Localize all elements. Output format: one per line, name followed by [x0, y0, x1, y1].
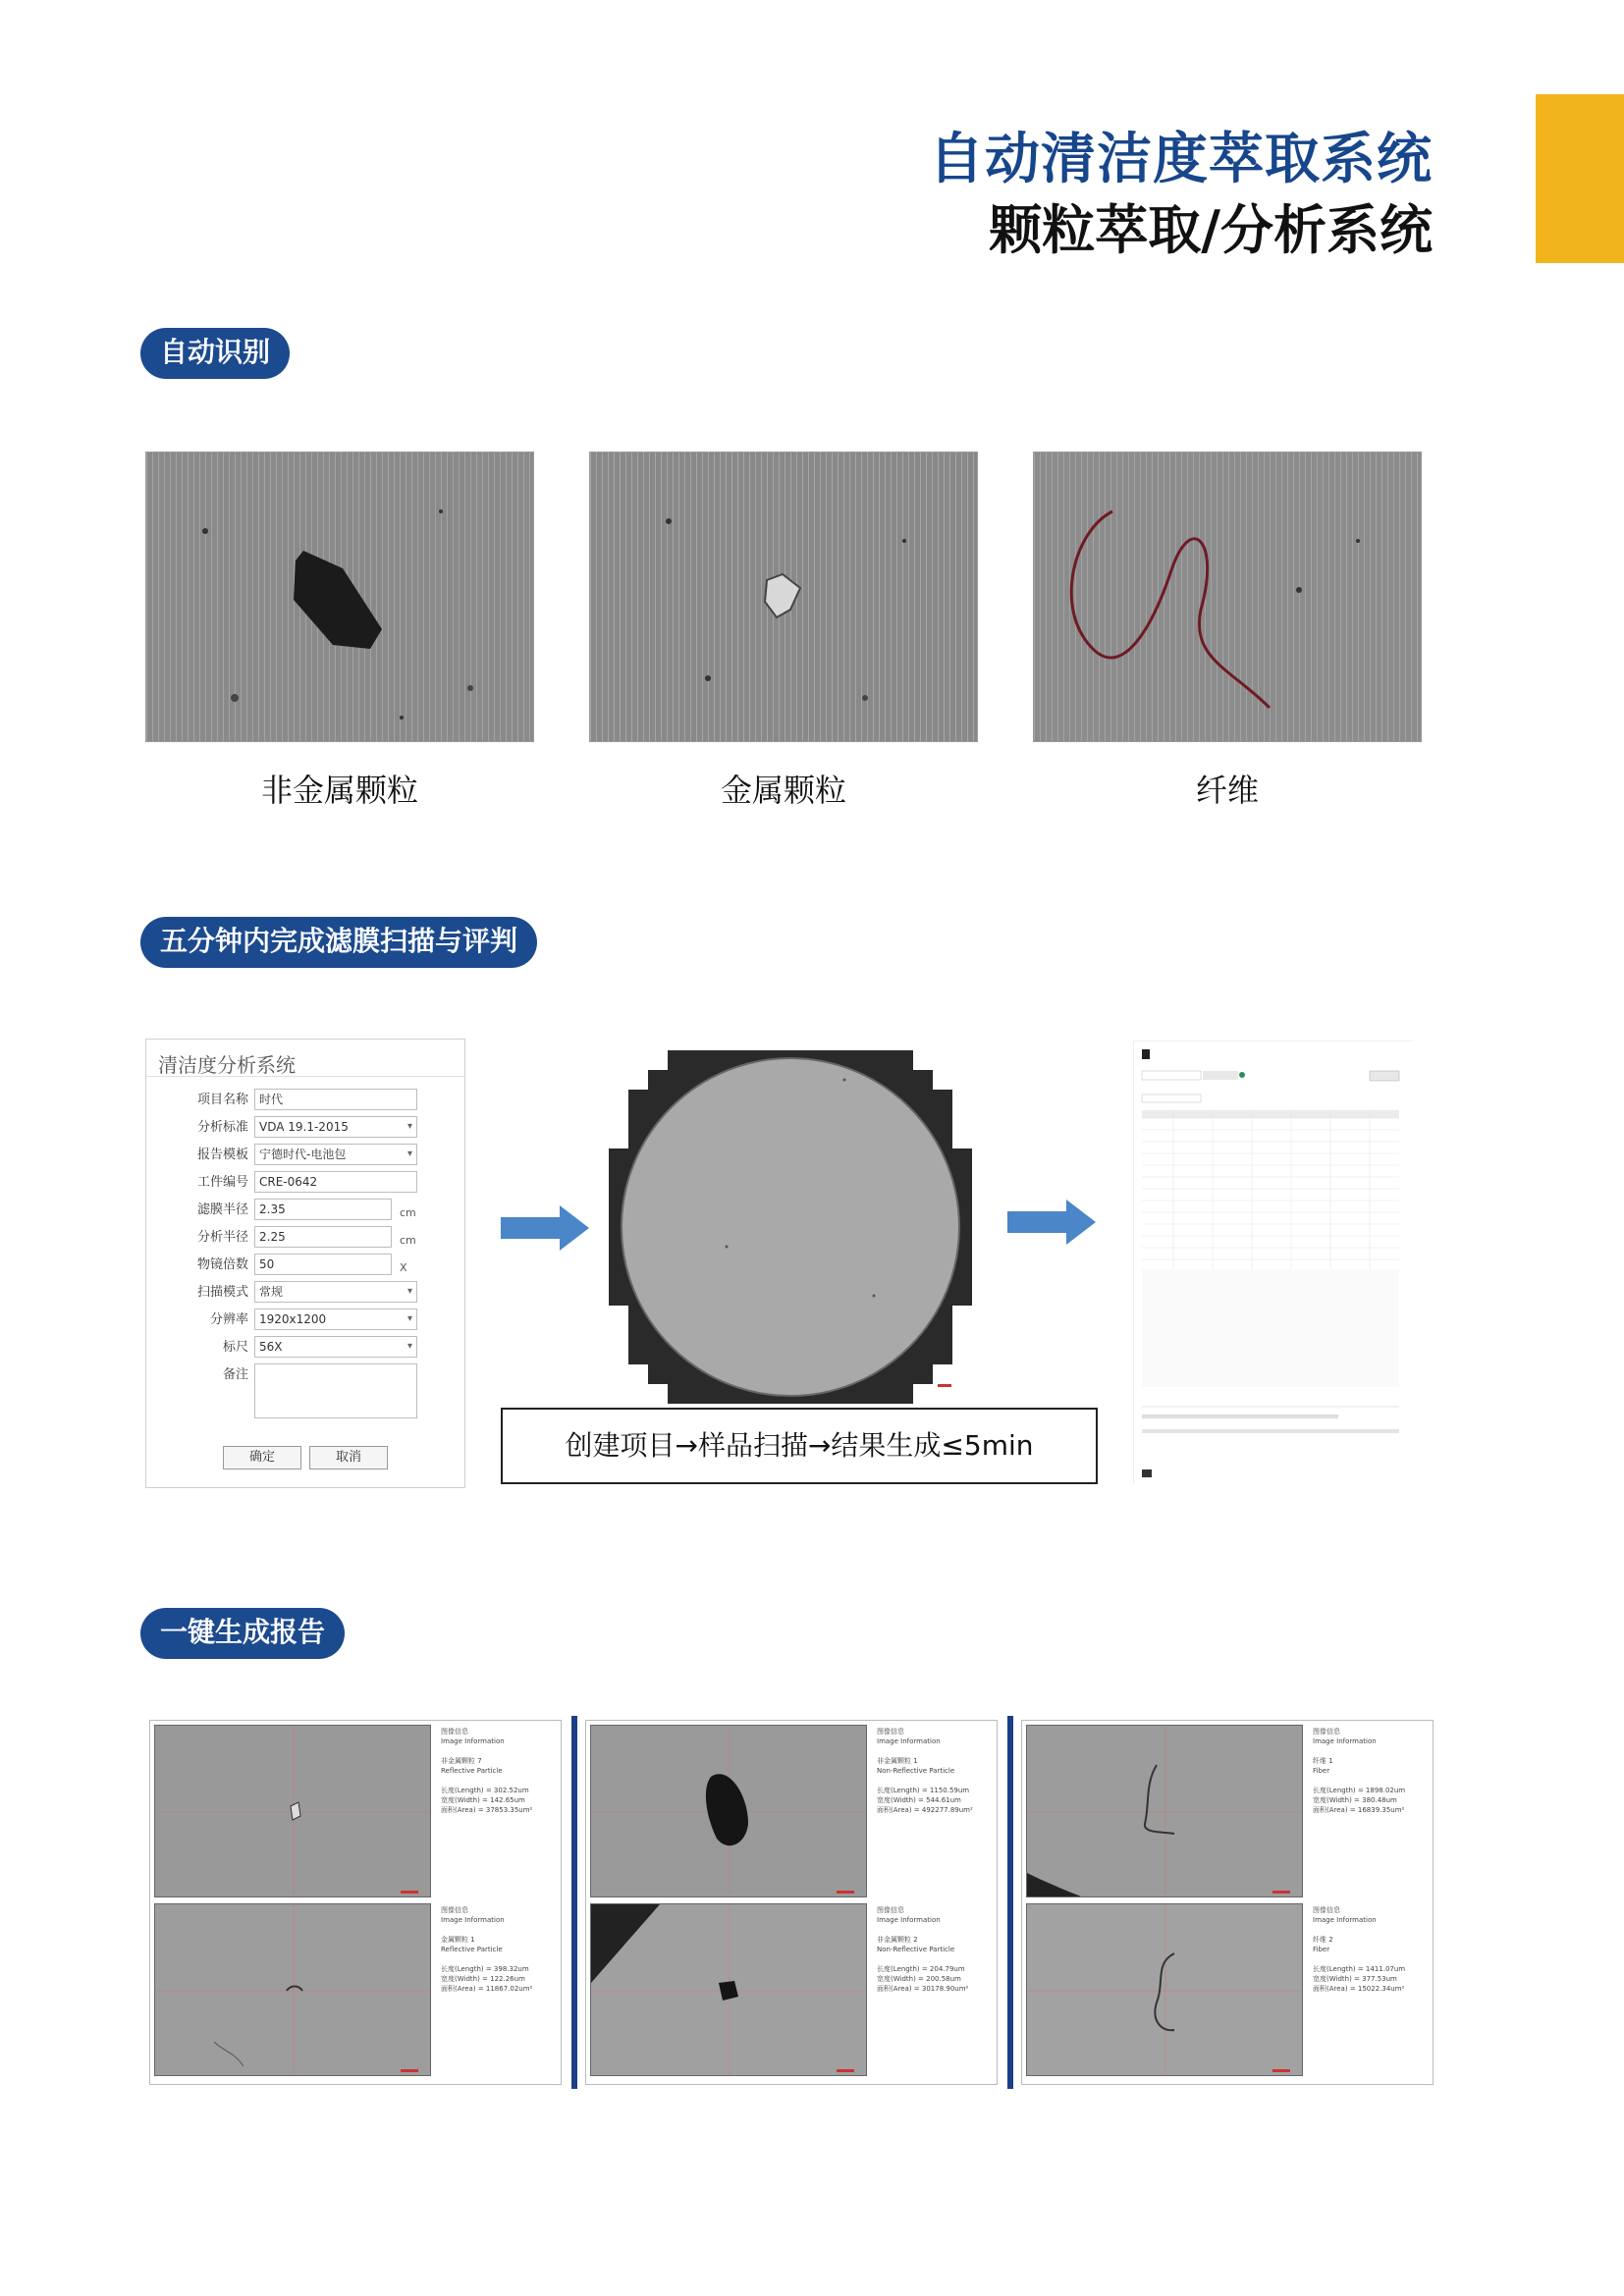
- cancel-button[interactable]: 取消: [309, 1446, 388, 1469]
- scan-mode-select[interactable]: 常规 ▾: [254, 1281, 417, 1303]
- image-info-text: 图像信息 Image Information 金属颗粒 1 Reflective Particle 长度(Length) = 398.32um 宽度(Width) = 122.26um 面积(Area) = 11867.02um²: [441, 1906, 533, 1993]
- panel-divider: [571, 1716, 577, 2089]
- form-title: 清洁度分析系统: [146, 1040, 464, 1077]
- process-summary-box: 创建项目→样品扫描→结果生成≤5min: [501, 1408, 1098, 1484]
- section-heading-five-minute-scan: 五分钟内完成滤膜扫描与评判: [140, 917, 537, 968]
- report-image: [154, 1903, 431, 2076]
- cleanliness-analysis-form: [145, 1039, 465, 1488]
- unit-label: cm: [400, 1234, 416, 1247]
- report-image: [154, 1725, 431, 1897]
- report-image: [1026, 1725, 1303, 1897]
- image-info-text: 图像信息 Image Information 非金属颗粒 1 Non-Reflective Particle 长度(Length) = 1150.59um 宽度(Width) = 544.61um 面积(Area) = 492277.89um²: [877, 1728, 973, 1814]
- filter-membrane-image: [609, 1050, 972, 1404]
- form-row-project-name: [146, 1089, 466, 1112]
- caption-fiber: 纤维: [1195, 772, 1259, 809]
- section-heading-auto-identify: 自动识别: [140, 328, 290, 379]
- field-label: 项目名称: [196, 1093, 248, 1107]
- form-row-notes: [146, 1363, 466, 1387]
- notes-textarea[interactable]: [254, 1363, 417, 1418]
- membrane-radius-input[interactable]: 2.35: [254, 1199, 392, 1220]
- analysis-radius-input[interactable]: 2.25: [254, 1226, 392, 1248]
- unit-label: cm: [400, 1206, 416, 1219]
- field-label: 分析半径: [196, 1230, 248, 1245]
- results-software-screenshot: [1133, 1041, 1412, 1484]
- standard-select[interactable]: VDA 19.1-2015 ▾: [254, 1116, 417, 1138]
- caption-metal: 金属颗粒: [720, 772, 846, 809]
- metal-particle-photo: [589, 452, 978, 742]
- page-subtitle: 颗粒萃取/分析系统: [989, 199, 1433, 261]
- report-panel-1: [149, 1720, 562, 2085]
- part-number-input[interactable]: CRE-0642: [254, 1171, 417, 1193]
- objective-input[interactable]: 50: [254, 1254, 392, 1275]
- field-label: 滤膜半径: [196, 1202, 248, 1217]
- form-row-analysis-radius: [146, 1226, 466, 1250]
- scale-select[interactable]: 56X ▾: [254, 1336, 417, 1358]
- field-label: 扫描模式: [196, 1285, 248, 1300]
- form-row-scale: [146, 1336, 466, 1360]
- fiber-photo: [1033, 452, 1422, 742]
- image-info-text: 图像信息 Image Information 非金属颗粒 2 Non-Reflective Particle 长度(Length) = 204.79um 宽度(Width) = 200.58um 面积(Area) = 30178.90um²: [877, 1906, 969, 1993]
- nonmetal-particle-photo: [145, 452, 534, 742]
- unit-label: X: [400, 1261, 407, 1274]
- report-image: [1026, 1903, 1303, 2076]
- report-panel-3: [1021, 1720, 1434, 2085]
- page-title: 自动清洁度萃取系统: [929, 128, 1433, 191]
- arrow-right-icon: [501, 1205, 589, 1251]
- report-image: [590, 1903, 867, 2076]
- field-label: 报告模板: [196, 1148, 248, 1162]
- section-heading-one-click-report: 一键生成报告: [140, 1608, 345, 1659]
- field-label: 物镜倍数: [196, 1257, 248, 1272]
- arrow-right-icon: [1007, 1200, 1096, 1245]
- image-info-text: 图像信息 Image Information 纤维 1 Fiber 长度(Length) = 1898.02um 宽度(Width) = 380.48um 面积(Area) = 16839.35um²: [1313, 1728, 1406, 1814]
- project-name-input[interactable]: 时代: [254, 1089, 417, 1110]
- panel-divider: [1007, 1716, 1013, 2089]
- confirm-button[interactable]: 确定: [223, 1446, 301, 1469]
- field-label: 标尺: [222, 1340, 248, 1355]
- form-row-template: [146, 1144, 466, 1167]
- image-info-text: 图像信息 Image Information 非金属颗粒 7 Reflective Particle 长度(Length) = 302.52um 宽度(Width) = 142.65um 面积(Area) = 37853.35um²: [441, 1728, 533, 1814]
- field-label: 工件编号: [196, 1175, 248, 1190]
- resolution-select[interactable]: 1920x1200 ▾: [254, 1308, 417, 1330]
- yellow-tab-decoration: [1536, 94, 1624, 263]
- report-panel-2: [585, 1720, 998, 2085]
- form-row-objective: [146, 1254, 466, 1277]
- form-row-scan-mode: [146, 1281, 466, 1305]
- form-row-part-number: [146, 1171, 466, 1195]
- report-image: [590, 1725, 867, 1897]
- field-label: 备注: [222, 1367, 248, 1382]
- field-label: 分析标准: [196, 1120, 248, 1135]
- template-select[interactable]: 宁德时代-电池包 ▾: [254, 1144, 417, 1165]
- image-info-text: 图像信息 Image Information 纤维 2 Fiber 长度(Length) = 1411.07um 宽度(Width) = 377.53um 面积(Area) = 15022.34um²: [1313, 1906, 1406, 1993]
- form-row-membrane-radius: [146, 1199, 466, 1222]
- form-row-standard: [146, 1116, 466, 1140]
- form-row-resolution: [146, 1308, 466, 1332]
- caption-nonmetal: 非金属颗粒: [260, 772, 418, 809]
- field-label: 分辨率: [209, 1312, 248, 1327]
